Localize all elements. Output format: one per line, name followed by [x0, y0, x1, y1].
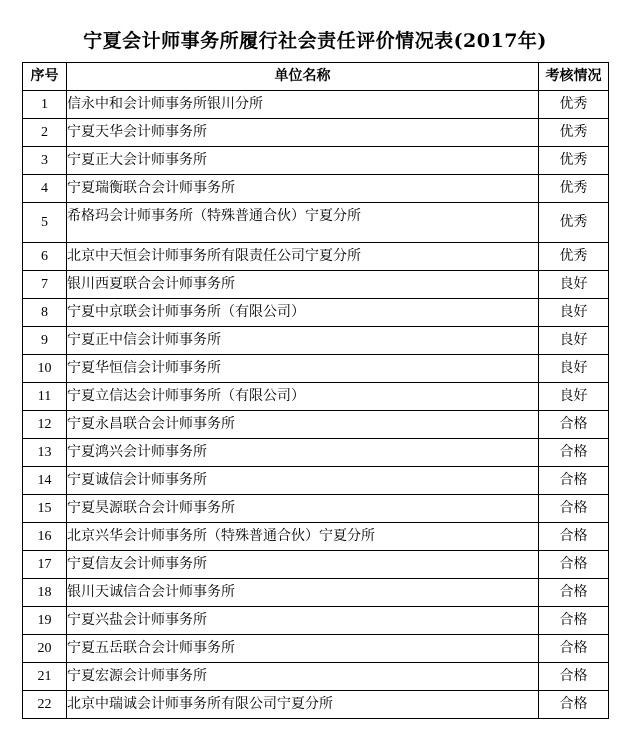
table-body — [23, 91, 609, 719]
table-row — [23, 147, 609, 175]
row-index: 2 — [23, 119, 67, 147]
row-rating: 良好 — [539, 327, 609, 355]
row-index: 19 — [23, 607, 67, 635]
row-rating: 优秀 — [539, 91, 609, 119]
row-unit-name: 北京中瑞诚会计师事务所有限公司宁夏分所 — [67, 691, 539, 719]
row-rating: 良好 — [539, 299, 609, 327]
row-unit-name: 宁夏诚信会计师事务所 — [67, 467, 539, 495]
row-index: 12 — [23, 411, 67, 439]
row-index: 13 — [23, 439, 67, 467]
table-row — [23, 243, 609, 271]
row-unit-name: 北京兴华会计师事务所（特殊普通合伙）宁夏分所 — [67, 523, 539, 551]
row-unit-name: 宁夏鸿兴会计师事务所 — [67, 439, 539, 467]
row-rating: 良好 — [539, 271, 609, 299]
row-unit-name: 宁夏昊源联合会计师事务所 — [67, 495, 539, 523]
table-row — [23, 383, 609, 411]
row-index: 20 — [23, 635, 67, 663]
table-row — [23, 271, 609, 299]
row-index: 18 — [23, 579, 67, 607]
row-rating: 良好 — [539, 355, 609, 383]
table-row — [23, 439, 609, 467]
header-rating: 考核情况 — [539, 63, 609, 91]
table-row — [23, 119, 609, 147]
page-title: 宁夏会计师事务所履行社会责任评价情况表(2017年) — [83, 30, 547, 52]
table-row — [23, 327, 609, 355]
row-index: 1 — [23, 91, 67, 119]
header-name: 单位名称 — [67, 63, 539, 91]
table-row — [23, 551, 609, 579]
row-unit-name: 银川天诚信合会计师事务所 — [67, 579, 539, 607]
row-unit-name: 希格玛会计师事务所（特殊普通合伙）宁夏分所 — [67, 203, 539, 243]
row-index: 4 — [23, 175, 67, 203]
row-index: 3 — [23, 147, 67, 175]
table-row — [23, 467, 609, 495]
row-unit-name: 北京中天恒会计师事务所有限责任公司宁夏分所 — [67, 243, 539, 271]
row-rating: 合格 — [539, 495, 609, 523]
table-row — [23, 691, 609, 719]
row-rating: 合格 — [539, 663, 609, 691]
row-index: 16 — [23, 523, 67, 551]
row-rating: 合格 — [539, 467, 609, 495]
row-rating: 合格 — [539, 439, 609, 467]
table-row — [23, 355, 609, 383]
row-rating: 合格 — [539, 691, 609, 719]
row-index: 8 — [23, 299, 67, 327]
table-row — [23, 411, 609, 439]
row-rating: 合格 — [539, 411, 609, 439]
row-unit-name: 宁夏信友会计师事务所 — [67, 551, 539, 579]
table-row — [23, 523, 609, 551]
row-index: 17 — [23, 551, 67, 579]
row-unit-name: 宁夏瑞衡联合会计师事务所 — [67, 175, 539, 203]
row-rating: 良好 — [539, 383, 609, 411]
row-unit-name: 宁夏正大会计师事务所 — [67, 147, 539, 175]
row-index: 7 — [23, 271, 67, 299]
row-rating: 优秀 — [539, 243, 609, 271]
table-row — [23, 635, 609, 663]
table-row — [23, 495, 609, 523]
row-rating: 优秀 — [539, 175, 609, 203]
table-row — [23, 203, 609, 243]
row-index: 15 — [23, 495, 67, 523]
row-index: 14 — [23, 467, 67, 495]
row-unit-name: 宁夏兴盐会计师事务所 — [67, 607, 539, 635]
table-row — [23, 175, 609, 203]
row-index: 9 — [23, 327, 67, 355]
row-rating: 合格 — [539, 551, 609, 579]
table-row — [23, 663, 609, 691]
row-rating: 合格 — [539, 523, 609, 551]
row-rating: 优秀 — [539, 147, 609, 175]
table-row — [23, 607, 609, 635]
row-unit-name: 宁夏天华会计师事务所 — [67, 119, 539, 147]
row-unit-name: 宁夏五岳联合会计师事务所 — [67, 635, 539, 663]
table-header-row — [23, 63, 609, 91]
row-unit-name: 宁夏正中信会计师事务所 — [67, 327, 539, 355]
row-index: 22 — [23, 691, 67, 719]
row-unit-name: 银川西夏联合会计师事务所 — [67, 271, 539, 299]
row-unit-name: 宁夏立信达会计师事务所（有限公司） — [67, 383, 539, 411]
row-unit-name: 宁夏宏源会计师事务所 — [67, 663, 539, 691]
row-unit-name: 宁夏中京联会计师事务所（有限公司） — [67, 299, 539, 327]
row-rating: 优秀 — [539, 203, 609, 243]
header-index: 序号 — [23, 63, 67, 91]
row-unit-name: 宁夏华恒信会计师事务所 — [67, 355, 539, 383]
row-index: 21 — [23, 663, 67, 691]
row-unit-name: 宁夏永昌联合会计师事务所 — [67, 411, 539, 439]
row-index: 11 — [23, 383, 67, 411]
row-index: 10 — [23, 355, 67, 383]
table-row — [23, 299, 609, 327]
evaluation-table — [22, 62, 609, 719]
row-index: 6 — [23, 243, 67, 271]
row-rating: 合格 — [539, 579, 609, 607]
table-row — [23, 91, 609, 119]
row-index: 5 — [23, 203, 67, 243]
row-unit-name: 信永中和会计师事务所银川分所 — [67, 91, 539, 119]
row-rating: 合格 — [539, 607, 609, 635]
row-rating: 优秀 — [539, 119, 609, 147]
row-rating: 合格 — [539, 635, 609, 663]
table-row — [23, 579, 609, 607]
